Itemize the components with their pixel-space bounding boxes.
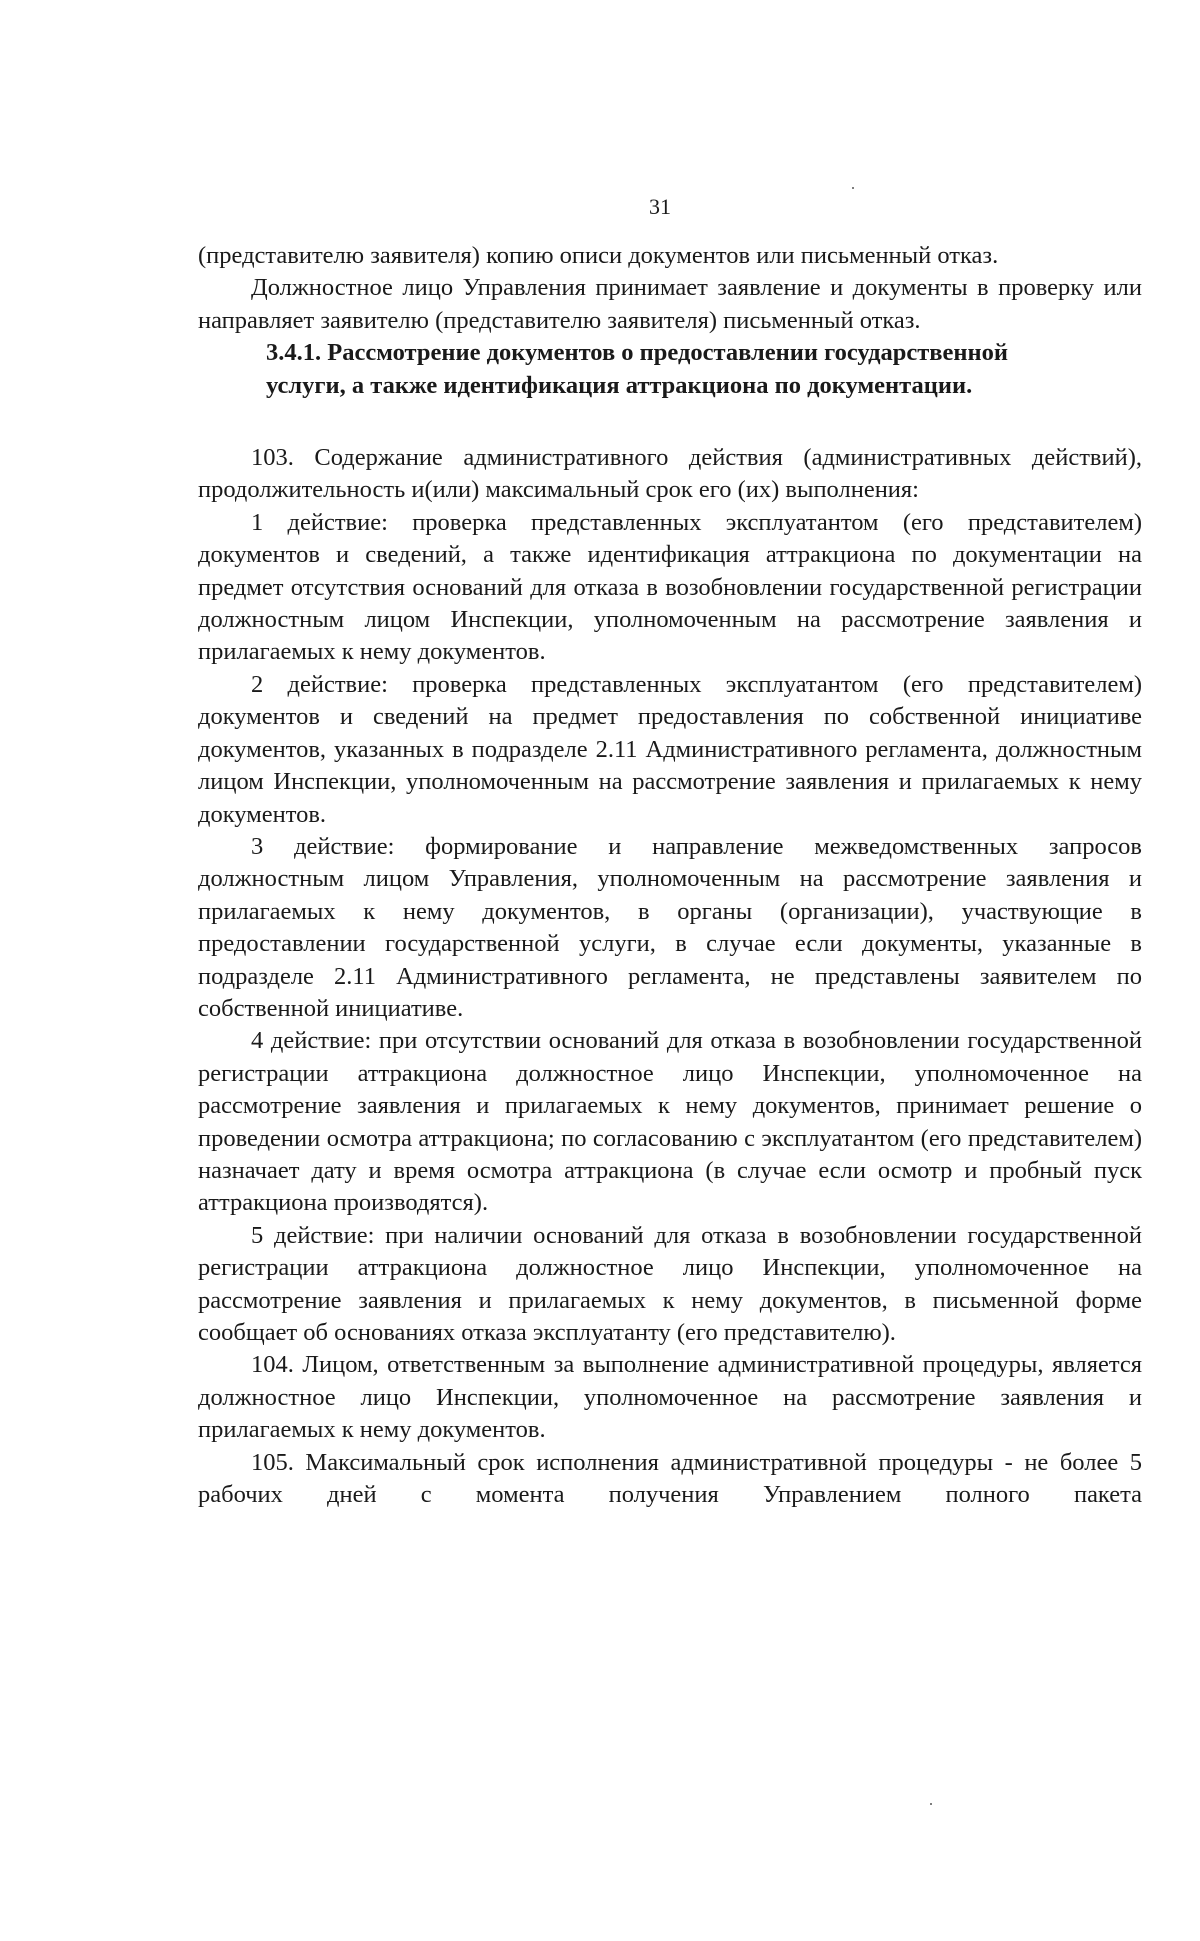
paragraph: 105. Максимальный срок исполнения административной процедуры - не более 5 рабочих дней с момента получения Управлением полного пакета bbox=[198, 1448, 1142, 1509]
page-number: 31 bbox=[649, 194, 671, 219]
scan-speck bbox=[852, 187, 854, 189]
paragraph: 103. Содержание административного действия (административных действий), продолжительность и(или) максимальный срок его (их) выполнения: bbox=[198, 444, 1142, 504]
paragraph: (представителю заявителя) копию описи документов или письменный отказ. bbox=[198, 242, 999, 269]
section-heading bbox=[198, 337, 1142, 402]
paragraph: 104. Лицом, ответственным за выполнение административной процедуры, является должностное лицо Инспекции, уполномоченное на рассмотрение заявления и прилагаемых к нему документов. bbox=[198, 1351, 1142, 1444]
paragraph: 4 действие: при отсутствии оснований для отказа в возобновлении государственной регистрации аттракциона должностное лицо Инспекции, уполномоченное на рассмотрение заявления и прилагаемых к нему документов, принимает решение о проведении осмотра аттракциона; по согласованию с эксплуатантом (его представителем) назначает дату и время осмотра аттракциона (в случае если осмотр и пробный пуск аттракциона производятся). bbox=[198, 1027, 1142, 1217]
section-heading-line: 3.4.1. Рассмотрение документов о предоставлении государственной bbox=[266, 339, 1008, 367]
document-body bbox=[198, 240, 1142, 1511]
paragraph: 1 действие: проверка представленных эксплуатантом (его представителем) документов и сведений, а также идентификация аттракциона по документации на предмет отсутствия оснований для отказа в возобновлении государственной регистрации должностным лицом Инспекции, уполномоченным на рассмотрение заявления и прилагаемых к нему документов. bbox=[198, 508, 1142, 666]
scan-speck bbox=[930, 1803, 932, 1805]
paragraph: Должностное лицо Управления принимает заявление и документы в проверку или направляет заявителю (представителю заявителя) письменный отказ. bbox=[198, 274, 1142, 334]
section-heading-line: услуги, а также идентификация аттракциона по документации. bbox=[266, 371, 973, 399]
paragraph: 3 действие: формирование и направление межведомственных запросов должностным лицом Управления, уполномоченным на рассмотрение заявления и прилагаемых к нему документов, в органы (организации), участвующие в предоставлении государственной услуги, в случае если документы, указанные в подразделе 2.11 Административного регламента, не представлены заявителем по собственной инициативе. bbox=[198, 832, 1142, 1022]
paragraph: 5 действие: при наличии оснований для отказа в возобновлении государственной регистрации аттракциона должностное лицо Инспекции, уполномоченное на рассмотрение заявления и прилагаемых к нему документов, в письменной форме сообщает об основаниях отказа эксплуатанту (его представителю). bbox=[198, 1221, 1142, 1346]
paragraph: 2 действие: проверка представленных эксплуатантом (его представителем) документов и сведений на предмет предоставления по собственной инициативе документов, указанных в подразделе 2.11 Административного регламента, должностным лицом Инспекции, уполномоченным на рассмотрение заявления и прилагаемых к нему документов. bbox=[198, 670, 1142, 828]
